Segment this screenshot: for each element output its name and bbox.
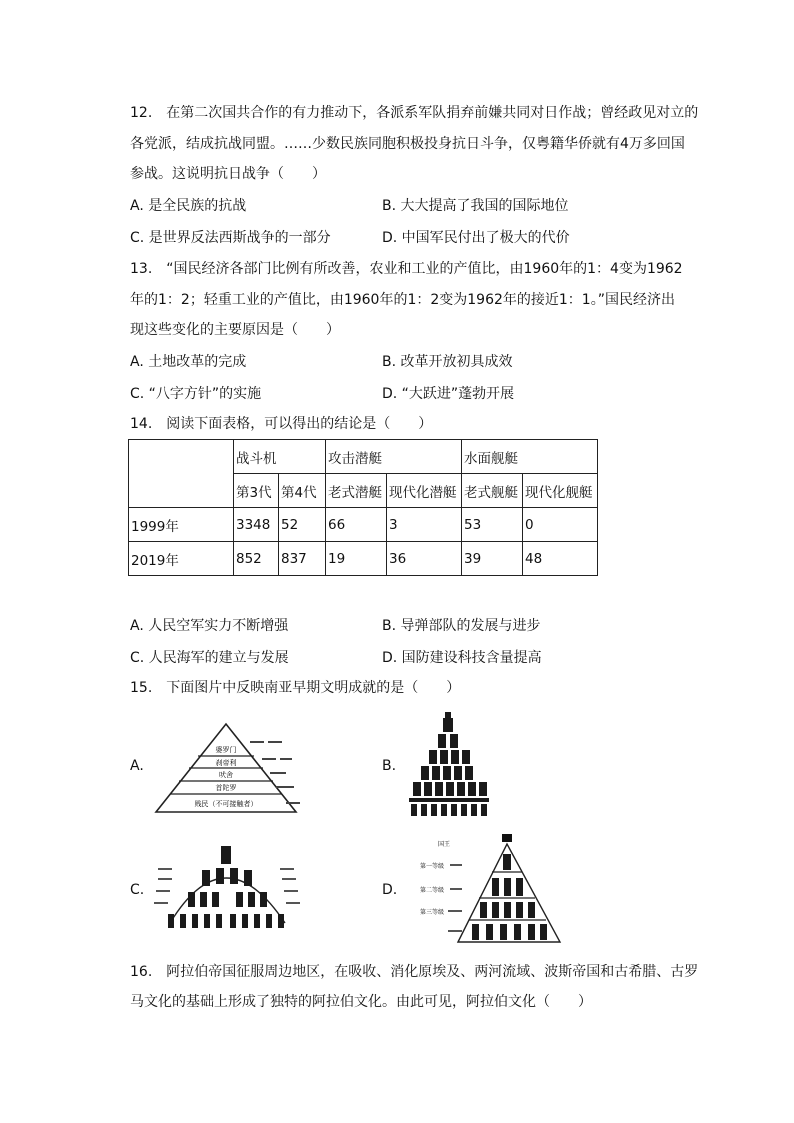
q13-stem-line2: 年的1：2；轻重工业的产值比，由1960年的1：2变为1962年的接近1：1。”国民经济出 xyxy=(130,292,675,308)
military-data-table xyxy=(128,439,598,576)
table-subheader: 第3代 xyxy=(234,474,279,508)
table-year-cell: 2019年 xyxy=(129,542,234,576)
pyramid-level-text: 首陀罗 xyxy=(215,784,237,792)
q14-option-a: A. 人民空军实力不断增强 xyxy=(130,618,289,634)
q15-label-a: A. xyxy=(130,758,144,774)
q12-option-b: B. 大大提高了我国的国际地位 xyxy=(382,198,569,214)
figures-pyramid-image xyxy=(405,710,495,820)
q14-option-d: D. 国防建设科技含量提高 xyxy=(382,650,542,666)
q15-label-d: D. xyxy=(382,882,398,898)
table-cell: 48 xyxy=(523,542,598,576)
table-group-header: 水面舰艇 xyxy=(462,440,598,474)
q16-stem-line2: 马文化的基础上形成了独特的阿拉伯文化。由此可见，阿拉伯文化（ ） xyxy=(130,994,592,1010)
q12-option-d: D. 中国军民付出了极大的代价 xyxy=(382,230,570,246)
pyramid-level-text: 贱民（不可接触者） xyxy=(194,800,258,808)
table-subheader: 现代化潜艇 xyxy=(387,474,462,508)
estates-pyramid-image xyxy=(410,830,570,945)
table-cell: 852 xyxy=(234,542,279,576)
table-cell: 0 xyxy=(523,508,598,542)
pyramid-level-text: 婆罗门 xyxy=(215,746,237,754)
table-row xyxy=(129,542,598,576)
table-header-row xyxy=(129,440,598,474)
q14-option-c: C. 人民海军的建立与发展 xyxy=(130,650,289,666)
q12-stem-line3: 参战。这说明抗日战争（ ） xyxy=(130,166,326,182)
q12-stem-line1: 12. 在第二次国共合作的有力推动下，各派系军队捐弃前嫌共同对日作战；曾经政见对立的 xyxy=(130,105,699,121)
feudal-hierarchy-image xyxy=(150,838,305,938)
q15-label-c: C. xyxy=(130,882,145,898)
pyramid-level-text: 刹帝利 xyxy=(215,759,237,767)
table-cell: 39 xyxy=(462,542,523,576)
estate-label-text: 国王 xyxy=(438,841,451,848)
q13-option-a: A. 土地改革的完成 xyxy=(130,354,247,370)
q15-label-b: B. xyxy=(382,758,397,774)
estate-label-text: 第一等级 xyxy=(420,863,445,870)
estate-label-text: 第三等级 xyxy=(420,909,445,916)
table-cell: 3 xyxy=(387,508,462,542)
q13-option-c: C. “八字方针”的实施 xyxy=(130,386,262,402)
table-subheader: 第4代 xyxy=(279,474,326,508)
q13-stem-line3: 现这些变化的主要原因是（ ） xyxy=(130,322,340,338)
table-subheader: 现代化舰艇 xyxy=(523,474,598,508)
q12-option-a: A. 是全民族的抗战 xyxy=(130,198,247,214)
q12-stem-line2: 各党派，结成抗战同盟。……少数民族同胞积极投身抗日斗争，仅粤籍华侨就有4万多回国 xyxy=(130,136,685,152)
q15-stem: 15. 下面图片中反映南亚早期文明成就的是（ ） xyxy=(130,680,461,696)
table-cell: 66 xyxy=(326,508,387,542)
table-cell: 36 xyxy=(387,542,462,576)
q14-option-b: B. 导弹部队的发展与进步 xyxy=(382,618,541,634)
q13-option-b: B. 改革开放初具成效 xyxy=(382,354,513,370)
table-row xyxy=(129,508,598,542)
table-cell: 53 xyxy=(462,508,523,542)
table-cell: 3348 xyxy=(234,508,279,542)
q16-stem-line1: 16. 阿拉伯帝国征服周边地区，在吸收、消化原埃及、两河流域、波斯帝国和古希腊、古罗 xyxy=(130,964,699,980)
table-cell: 52 xyxy=(279,508,326,542)
q12-option-c: C. 是世界反法西斯战争的一部分 xyxy=(130,230,331,246)
q13-option-d: D. “大跃进”蓬勃开展 xyxy=(382,386,515,402)
table-subheader: 老式潜艇 xyxy=(326,474,387,508)
table-cell: 837 xyxy=(279,542,326,576)
estate-label-text: 第二等级 xyxy=(420,887,445,894)
table-group-header: 战斗机 xyxy=(234,440,326,474)
q14-stem: 14. 阅读下面表格，可以得出的结论是（ ） xyxy=(130,416,433,432)
table-cell: 19 xyxy=(326,542,387,576)
table-corner-cell xyxy=(129,440,234,508)
pyramid-level-text: 吠舍 xyxy=(219,771,233,779)
table-year-cell: 1999年 xyxy=(129,508,234,542)
q13-stem-line1: 13. “国民经济各部门比例有所改善，农业和工业的产值比，由1960年的1：4变为1962 xyxy=(130,261,683,277)
caste-pyramid-image xyxy=(150,718,305,818)
table-subheader: 老式舰艇 xyxy=(462,474,523,508)
table-group-header: 攻击潜艇 xyxy=(326,440,462,474)
